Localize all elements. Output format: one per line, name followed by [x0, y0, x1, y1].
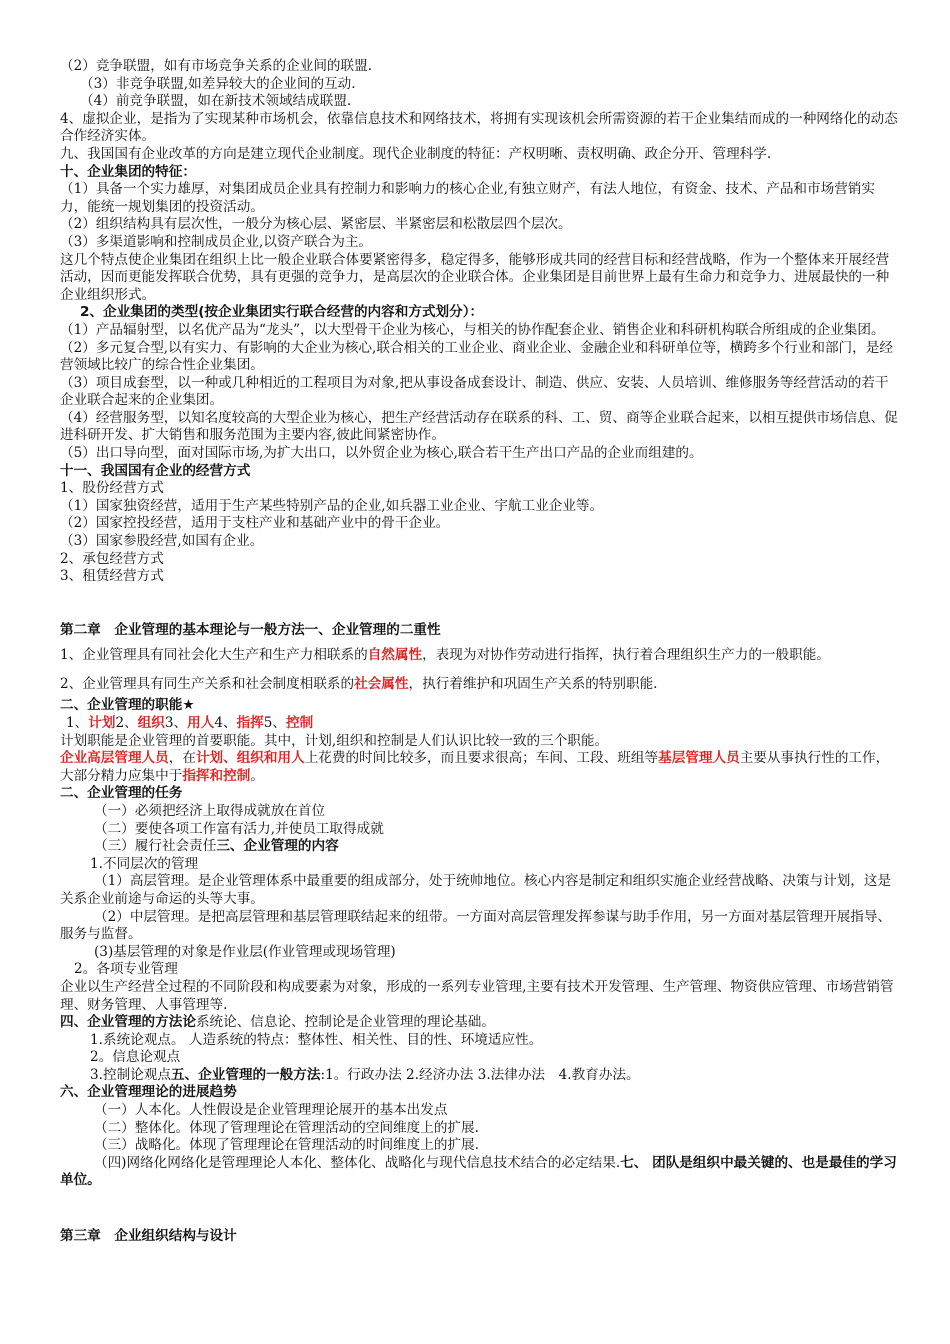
text-line: （3）项目成套型，以一种或几种相近的工程项目为对象,把从事设备成套设计、制造、供应、安装、人员培训、维修服务等经营活动的若干企业联合起来的企业集团。 [60, 374, 889, 409]
text-span: 5、 [263, 715, 286, 731]
text-line: 2。各项专业管理 [74, 961, 178, 978]
text-line: （4）前竞争联盟，如在新技术领域结成联盟. [80, 93, 352, 110]
text-span: 1、 [66, 715, 89, 731]
text-span: 3.控制论观点 [90, 1066, 171, 1083]
section-heading-inline: 七、 团队是组织中最关键的、也是最佳的学习单位。 [60, 1154, 897, 1189]
text-line: （2）组织结构具有层次性，一般分为核心层、紧密层、半紧密层和松散层四个层次。 [60, 216, 572, 233]
text-line: （4）经营服务型，以知名度较高的大型企业为核心，把生产经营活动存在联系的科、工、贸、商等企业联合起来，以相互提供市场信息、促进科研开发、扩大销售和服务范围为主要内容,彼此间紧密协作。 [60, 409, 898, 444]
text-line: 1、股份经营方式 [60, 480, 164, 497]
text-line: 九、我国国有企业改革的方向是建立现代企业制度。现代企业制度的特征：产权明晰、责权明确、政企分开、管理科学. [60, 145, 772, 162]
text-span: （四)网络化网络化是管理理论人本化、整体化、战略化与现代信息技术结合的必定结果. [94, 1154, 621, 1171]
text-line [60, 838, 900, 856]
text-line: 2。信息论观点 [90, 1049, 181, 1066]
function-staff: 用人 [187, 715, 215, 731]
text-span: 1、企业管理具有同社会化大生产和生产力相联系的 [60, 647, 368, 664]
text-span: 系统论、信息论、控制论是企业管理的理论基础。 [195, 1014, 495, 1031]
text-paragraph [60, 873, 900, 908]
text-line: 1.系统论观点。 人造系统的特点：整体性、相关性、目的性、环境适应性。 [90, 1031, 543, 1048]
section-heading: 六、企业管理理论的进展趋势 [60, 1084, 237, 1101]
function-plan: 计划 [88, 715, 116, 731]
chapter-title: 第三章 企业组织结构与设计 [60, 1228, 237, 1245]
text-paragraph [60, 909, 900, 944]
text-line: （5）出口导向型，面对国际市场,为扩大出口，以外贸企业为核心,联合若干生产出口产品的企业而组建的。 [60, 445, 703, 462]
text-paragraph [60, 643, 900, 668]
text-line: 1.不同层次的管理 [90, 855, 199, 872]
text-paragraph: 这几个特点使企业集团在组织上比一般企业联合体要紧密得多，稳定得多，能够形成共同的经营目标和经营战略，作为一个整体来开展经营活动，因而更能发挥联合优势，具有更强的竞争力，是高层次的企业联合体。企业集团是目前世界上最有生命力和竞争力、进展最快的一种企业组织形式。 [60, 251, 890, 303]
text-line: 计划职能是企业管理的首要职能。其中，计划,组织和控制是人们认识比较一致的三个职能。 [60, 732, 609, 749]
text-line: （3）国家参股经营,如国有企业。 [60, 533, 264, 550]
section-heading: 二、企业管理的职能★ [60, 697, 195, 714]
text-span: 2、 [115, 715, 138, 731]
text-span: 2、企业管理具有同生产关系和社会制度相联系的 [60, 676, 355, 693]
text-line: （3）非竞争联盟,如差异较大的企业间的互动. [80, 75, 356, 92]
highlight-natural-attribute: 自然属性 [367, 647, 423, 664]
text-span: （2）中层管理。是把高层管理和基层管理联结起来的纽带。一方面对高层管理发挥参谋与助手作用，另一方面对基层管理开展指导、服务与监督。 [60, 908, 892, 943]
function-organize: 组织 [137, 715, 165, 731]
text-line: （2）竞争联盟，如有市场竞争关系的企业间的联盟. [60, 58, 373, 74]
text-paragraph [60, 1155, 900, 1190]
text-line: （1）国家独资经营，适用于生产某些特别产品的企业,如兵器工业企业、宇航工业企业等。 [60, 497, 604, 514]
text-span: 4、 [214, 715, 237, 731]
text-span: ，表现为对协作劳动进行指挥，执行着合理组织生产力的一般职能。 [422, 647, 830, 664]
chapter-title: 第二章 企业管理的基本理论与一般方法一、企业管理的二重性 [60, 621, 441, 638]
document-body [60, 58, 900, 1246]
text-span: ，在 [168, 750, 196, 767]
text-span: （三）履行社会责任 [94, 838, 217, 855]
text-line: （二）整体化。体现了管理理论在管理活动的空间维度上的扩展. [94, 1119, 479, 1136]
text-span: :1。行政办法 2.经济办法 3.法律办法 4.教育办法。 [320, 1066, 640, 1083]
function-control: 控制 [286, 715, 314, 731]
spacer [60, 1190, 900, 1228]
text-span: 。 [250, 767, 264, 784]
spacer [60, 586, 900, 622]
text-line: （一）人本化。人性假设是企业管理理论展开的基本出发点 [94, 1102, 448, 1119]
section-heading: 十、企业集团的特征： [60, 163, 196, 180]
highlight-social-attribute: 社会属性 [354, 676, 409, 693]
text-span: （1）高层管理。是企业管理体系中最重要的组成部分，处于统帅地位。核心内容是制定和组织实施企业经营战略、决策与计划，这是关系企业前途与命运的头等大事。 [60, 873, 892, 907]
text-line [60, 1014, 900, 1032]
functions-list [60, 715, 900, 733]
highlight-grassroots-managers: 基层管理人员 [658, 750, 740, 767]
highlight-senior-managers: 企业高层管理人员 [60, 750, 169, 767]
text-paragraph [60, 750, 900, 785]
text-span: 上花费的时间比较多，而且要求很高；车间、工段、班组等 [304, 750, 659, 767]
function-direct: 指挥 [236, 715, 264, 731]
text-line: （一）必须把经济上取得成就放在首位 [94, 802, 326, 819]
text-paragraph: 企业以生产经营全过程的不同阶段和构成要素为对象，形成的一系列专业管理,主要有技术开发管理、生产管理、物资供应管理、市场营销管理、财务管理、人事管理等. [60, 978, 894, 1013]
text-line: 2、承包经营方式 [60, 550, 164, 567]
section-heading-inline: 四、企业管理的方法论 [60, 1014, 196, 1031]
text-line: （2）多元复合型,以有实力、有影响的大企业为核心,联合相关的工业企业、商业企业、金融企业和科研单位等，横跨多个行业和部门，是经营领域比较广的综合性企业集团。 [60, 339, 893, 374]
section-heading: 二、企业管理的任务 [60, 785, 183, 802]
text-line: （二）要使各项工作富有活力,并使员工取得成就 [94, 820, 384, 837]
text-span: 主要从事执行性的工作，大部分精力应集中于 [60, 750, 890, 784]
text-line: （1）产品辐射型，以名优产品为“龙头”，以大型骨干企业为核心，与相关的协作配套企业、销售企业和科研机构联合所组成的企业集团。 [60, 321, 885, 338]
section-heading: 十一、我国国有企业的经营方式 [60, 462, 251, 479]
section-heading-inline: 五、企业管理的一般方法 [170, 1066, 321, 1083]
text-line: (3)基层管理的对象是作业层(作业管理或现场管理) [94, 943, 396, 960]
text-paragraph [60, 672, 900, 697]
text-line: （1）具备一个实力雄厚，对集团成员企业具有控制力和影响力的核心企业,有独立财产，有法人地位，有资金、技术、产品和市场营销实力，能统一规划集团的投资活动。 [60, 181, 875, 215]
text-line: （3）多渠道影响和控制成员企业,以资产联合为主。 [60, 233, 373, 250]
highlight-plan-org-staff: 计划、组织和用人 [195, 750, 305, 767]
text-span: 3、 [164, 715, 188, 731]
section-heading-inline: 三、企业管理的内容 [216, 838, 339, 855]
text-line: 4、虚拟企业，是指为了实现某种市场机会，依靠信息技术和网络技术，将拥有实现该机会所需资源的若干企业集结而成的一种网络化的动态合作经济实体。 [60, 110, 898, 145]
text-line: （2）国家控投经营，适用于支柱产业和基础产业中的骨干企业。 [60, 515, 450, 532]
text-line: 3、租赁经营方式 [60, 568, 164, 585]
text-span: ，执行着维护和巩固生产关系的特别职能. [408, 676, 658, 693]
section-heading: 2、企业集团的类型(按企业集团实行联合经营的内容和方式划分）： [80, 304, 484, 321]
highlight-direct-control: 指挥和控制 [182, 767, 251, 784]
text-line [60, 1067, 900, 1085]
text-line: （三）战略化。体现了管理理论在管理活动的时间维度上的扩展. [94, 1137, 479, 1154]
